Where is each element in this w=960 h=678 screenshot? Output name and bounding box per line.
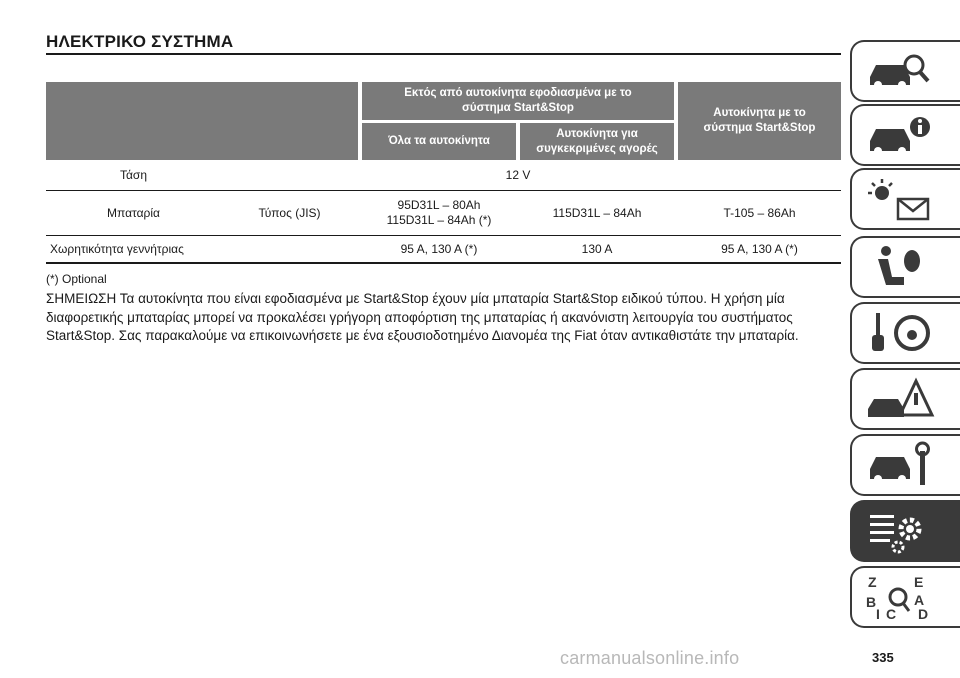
svg-text:E: E bbox=[914, 574, 924, 590]
footnote: (*) Optional bbox=[46, 272, 107, 286]
specifications-gear-icon bbox=[864, 507, 936, 555]
key-steering-wheel-icon bbox=[864, 309, 936, 357]
row-alternator-label: Χωρητικότητα γεννήτριας bbox=[50, 241, 184, 256]
page-number: 335 bbox=[872, 650, 894, 665]
row-alternator-all: 95 A, 130 A (*) bbox=[400, 241, 478, 256]
tab-seat-airbag[interactable] bbox=[850, 236, 960, 298]
tab-car-info[interactable] bbox=[850, 104, 960, 166]
svg-text:D: D bbox=[918, 606, 929, 621]
row-battery-start-stop: T-105 – 86Ah bbox=[723, 205, 796, 220]
car-wrench-icon bbox=[864, 441, 936, 489]
header-specific-markets: Αυτοκίνητα για συγκεκριμένες αγορές bbox=[520, 123, 674, 160]
header-group: Εκτός από αυτοκίνητα εφοδιασμένα με το σύστημα Start&Stop bbox=[362, 82, 674, 120]
car-search-icon bbox=[864, 47, 936, 95]
note-paragraph: ΣΗΜΕΙΩΣΗ Τα αυτοκίνητα που είναι εφοδιασμένα με Start&Stop έχουν μία μπαταρία Start&Stop ειδικού τύπου. Η χρήση μία διαφορετικής μπαταρίας μπορεί να προκαλέσει γρήγορη αποφόρτιση της μπαταρίας ή ακανόνιστη λειτουργία του συστήματος Start&Stop. Σας παρακαλούμε να επικοινωνήσετε με ένα εξουσιοδοτημένο Διανομέα της Fiat όταν αντικαθιστάτε την μπαταρία. bbox=[46, 291, 799, 343]
tab-car-search[interactable] bbox=[850, 40, 960, 102]
seat-airbag-icon bbox=[864, 243, 936, 291]
row-battery-all bbox=[362, 191, 516, 235]
watermark: carmanualsonline.info bbox=[560, 648, 740, 668]
warning-light-message-icon bbox=[864, 175, 936, 223]
tab-car-warning[interactable] bbox=[850, 368, 960, 430]
svg-text:I: I bbox=[876, 606, 880, 621]
row-alternator-specific: 130 A bbox=[581, 241, 613, 256]
car-warning-triangle-icon bbox=[864, 375, 936, 423]
row-battery-label: Μπαταρία bbox=[107, 205, 160, 220]
tab-warning-lights[interactable] bbox=[850, 168, 960, 230]
svg-text:Z: Z bbox=[868, 574, 877, 590]
svg-text:A: A bbox=[914, 592, 925, 608]
car-info-icon bbox=[864, 111, 936, 159]
row-alternator-start-stop: 95 A, 130 A (*) bbox=[721, 241, 798, 256]
tab-key-steering[interactable] bbox=[850, 302, 960, 364]
title-rule bbox=[46, 53, 841, 55]
header-empty bbox=[46, 82, 358, 160]
row-battery-type: Τύπος (JIS) bbox=[258, 205, 321, 220]
alphabetical-index-icon bbox=[864, 573, 936, 621]
row-battery-all-line1: 95D31L – 80Ah bbox=[397, 198, 481, 212]
tab-specifications[interactable] bbox=[850, 500, 960, 562]
page-title: ΗΛΕΚΤΡΙΚΟ ΣΥΣΤΗΜΑ bbox=[46, 32, 234, 51]
header-all-cars: Όλα τα αυτοκίνητα bbox=[362, 123, 516, 160]
tab-car-wrench[interactable] bbox=[850, 434, 960, 496]
header-start-stop: Αυτοκίνητα με το σύστημα Start&Stop bbox=[678, 82, 841, 160]
svg-text:B: B bbox=[866, 594, 877, 610]
row-voltage-value: 12 V bbox=[505, 167, 531, 182]
tab-alphabetical-index[interactable] bbox=[850, 566, 960, 628]
row-voltage-label: Τάση bbox=[119, 167, 148, 182]
svg-text:C: C bbox=[886, 606, 897, 621]
row-battery-all-line2: 115D31L – 84Ah (*) bbox=[386, 213, 492, 227]
row-battery-specific: 115D31L – 84Ah bbox=[552, 205, 642, 220]
table-bottom-rule bbox=[46, 262, 841, 264]
